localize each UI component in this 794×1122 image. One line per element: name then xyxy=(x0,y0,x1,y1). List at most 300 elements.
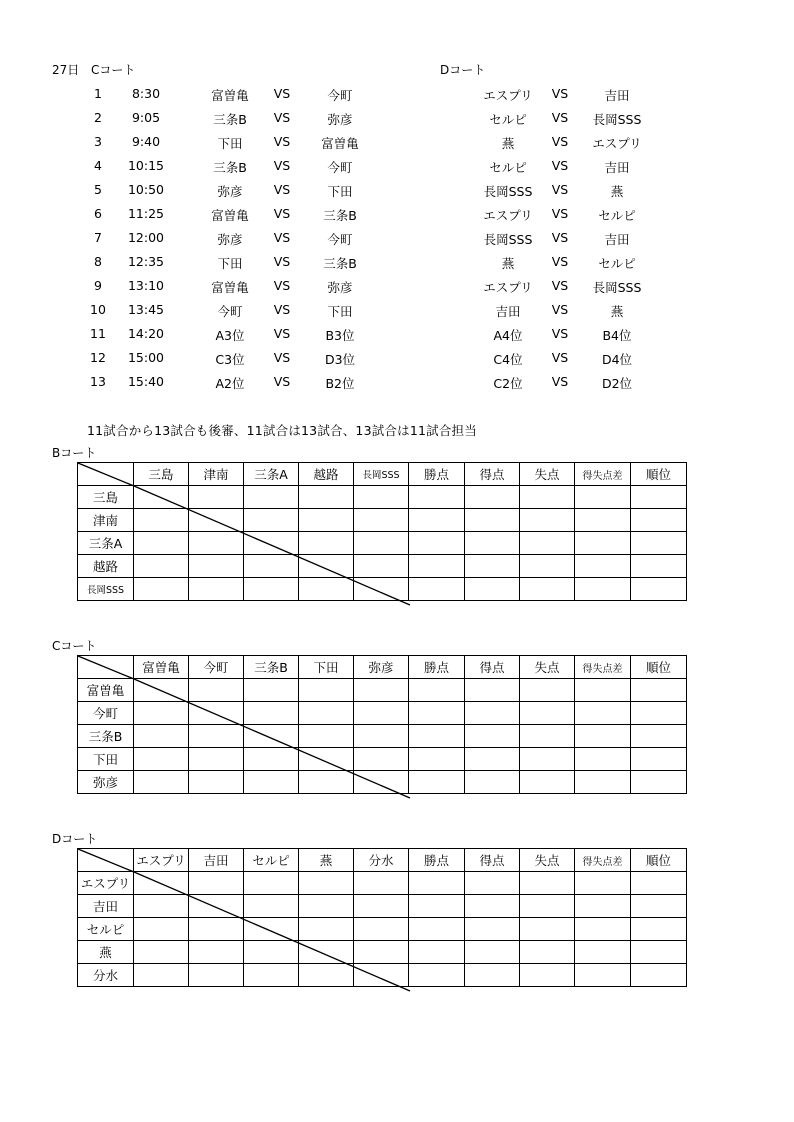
score-cell xyxy=(409,725,465,748)
court-c-away-team: 今町 xyxy=(327,232,353,247)
score-cell xyxy=(520,748,575,771)
score-cell xyxy=(244,532,299,555)
table-row xyxy=(78,895,687,918)
score-cell xyxy=(134,895,189,918)
column-header-team: 津南 xyxy=(189,463,244,486)
score-cell xyxy=(575,679,631,702)
court-c-vs: VS xyxy=(273,86,291,101)
score-cell xyxy=(631,578,687,601)
score-cell xyxy=(631,509,687,532)
column-header-team: 今町 xyxy=(189,656,244,679)
table-row xyxy=(78,872,687,895)
row-header-team: 津南 xyxy=(78,509,134,532)
court-c-home-team: 富曽亀 xyxy=(211,280,249,295)
column-header-team: 越路 xyxy=(299,463,354,486)
score-cell xyxy=(244,895,299,918)
schedule-row xyxy=(0,158,794,182)
court-d-vs: VS xyxy=(551,158,569,173)
table-row xyxy=(78,941,687,964)
court-d-away-team: 吉田 xyxy=(604,232,630,247)
court-d-away-team: エスプリ xyxy=(592,136,642,151)
court-c-away-team: 弥彦 xyxy=(327,280,353,295)
column-header-team: 三島 xyxy=(134,463,189,486)
day-label: 27日 xyxy=(52,63,80,77)
score-cell xyxy=(631,918,687,941)
score-cell xyxy=(465,555,520,578)
row-header-team: 分水 xyxy=(78,964,134,987)
court-c-vs: VS xyxy=(273,110,291,125)
court-d-away-team: D4位 xyxy=(601,352,633,367)
schedule-row xyxy=(0,326,794,350)
score-cell xyxy=(465,702,520,725)
court-c-vs: VS xyxy=(273,326,291,341)
score-cell xyxy=(465,918,520,941)
match-number: 8 xyxy=(94,254,102,269)
score-cell xyxy=(189,532,244,555)
row-header-team: 吉田 xyxy=(78,895,134,918)
score-cell xyxy=(134,964,189,987)
score-cell xyxy=(520,679,575,702)
row-header-team: 三条B xyxy=(78,725,134,748)
court-c-home-team: 下田 xyxy=(217,256,243,271)
match-number: 5 xyxy=(94,182,102,197)
court-c-vs: VS xyxy=(273,158,291,173)
score-cell xyxy=(354,532,409,555)
score-cell xyxy=(134,941,189,964)
score-cell xyxy=(465,578,520,601)
score-cell xyxy=(354,771,409,794)
court-c-vs: VS xyxy=(273,302,291,317)
score-cell xyxy=(189,702,244,725)
score-cell xyxy=(299,941,354,964)
court-c-away-team: 三条B xyxy=(323,208,357,223)
score-cell xyxy=(189,964,244,987)
score-cell xyxy=(465,964,520,987)
match-number: 9 xyxy=(94,278,102,293)
score-cell xyxy=(631,748,687,771)
schedule-row xyxy=(0,278,794,302)
score-cell xyxy=(244,486,299,509)
court-d-home-team: セルピ xyxy=(489,112,527,127)
standings-table xyxy=(77,848,687,987)
score-cell xyxy=(520,918,575,941)
court-c-home-team: 弥彦 xyxy=(217,184,243,199)
match-time: 12:35 xyxy=(127,254,165,269)
court-d-home-team: 燕 xyxy=(501,136,515,151)
match-time: 11:25 xyxy=(127,206,165,221)
table-row xyxy=(78,486,687,509)
score-cell xyxy=(189,555,244,578)
score-cell xyxy=(354,895,409,918)
score-cell xyxy=(134,702,189,725)
standings-table xyxy=(77,462,687,601)
court-d-vs: VS xyxy=(551,326,569,341)
column-header-team: 長岡SSS xyxy=(354,463,409,486)
score-cell xyxy=(244,872,299,895)
score-cell xyxy=(354,509,409,532)
standings-court-label: Cコート xyxy=(52,639,97,653)
row-header-team: 越路 xyxy=(78,555,134,578)
score-cell xyxy=(244,555,299,578)
schedule-row xyxy=(0,110,794,134)
court-d-home-team: C2位 xyxy=(493,376,523,391)
score-cell xyxy=(189,578,244,601)
score-cell xyxy=(465,509,520,532)
score-cell xyxy=(631,964,687,987)
court-d-vs: VS xyxy=(551,350,569,365)
court-c-home-team: 三条B xyxy=(213,112,247,127)
score-cell xyxy=(244,702,299,725)
score-cell xyxy=(575,725,631,748)
court-d-away-team: 吉田 xyxy=(604,88,630,103)
score-cell xyxy=(299,918,354,941)
score-cell xyxy=(520,964,575,987)
court-d-vs: VS xyxy=(551,302,569,317)
score-cell xyxy=(189,509,244,532)
column-header-stat: 順位 xyxy=(631,656,687,679)
score-cell xyxy=(299,555,354,578)
score-cell xyxy=(575,748,631,771)
column-header-stat: 順位 xyxy=(631,463,687,486)
column-header-team: 燕 xyxy=(299,849,354,872)
column-header-stat: 失点 xyxy=(520,463,575,486)
score-cell xyxy=(134,748,189,771)
score-cell xyxy=(520,578,575,601)
score-cell xyxy=(134,918,189,941)
court-d-away-team: 燕 xyxy=(610,184,624,199)
court-d-home-team: C4位 xyxy=(493,352,523,367)
score-cell xyxy=(354,578,409,601)
column-header-team: エスプリ xyxy=(134,849,189,872)
court-c-vs: VS xyxy=(273,278,291,293)
score-cell xyxy=(520,532,575,555)
court-d-away-team: 長岡SSS xyxy=(592,112,642,127)
column-header-team: 三条A xyxy=(244,463,299,486)
match-number: 12 xyxy=(90,350,106,365)
score-cell xyxy=(354,748,409,771)
schedule-row xyxy=(0,134,794,158)
corner-cell xyxy=(78,849,134,872)
match-number: 10 xyxy=(90,302,106,317)
match-time: 15:40 xyxy=(127,374,165,389)
row-header-team: 下田 xyxy=(78,748,134,771)
column-header-stat: 得失点差 xyxy=(575,656,631,679)
match-number: 13 xyxy=(90,374,106,389)
schedule-row xyxy=(0,206,794,230)
court-c-vs: VS xyxy=(273,374,291,389)
score-cell xyxy=(354,702,409,725)
score-cell xyxy=(244,748,299,771)
court-d-vs: VS xyxy=(551,110,569,125)
score-cell xyxy=(465,771,520,794)
score-cell xyxy=(299,702,354,725)
column-header-stat: 得点 xyxy=(465,849,520,872)
score-cell xyxy=(189,872,244,895)
match-time: 13:45 xyxy=(127,302,165,317)
schedule-row xyxy=(0,350,794,374)
score-cell xyxy=(134,771,189,794)
score-cell xyxy=(354,679,409,702)
table-row xyxy=(78,964,687,987)
score-cell xyxy=(299,964,354,987)
court-d-home-team: エスプリ xyxy=(483,88,533,103)
court-c-home-team: 三条B xyxy=(213,160,247,175)
score-cell xyxy=(575,702,631,725)
corner-cell xyxy=(78,463,134,486)
match-number: 3 xyxy=(94,134,102,149)
court-d-away-team: セルピ xyxy=(598,256,636,271)
table-header-row xyxy=(78,849,687,872)
score-cell xyxy=(465,486,520,509)
table-header-row xyxy=(78,656,687,679)
score-cell xyxy=(134,725,189,748)
court-d-vs: VS xyxy=(551,254,569,269)
score-cell xyxy=(631,555,687,578)
referee-note: 11試合から13試合も後審、11試合は13試合、13試合は11試合担当 xyxy=(87,423,477,438)
score-cell xyxy=(244,918,299,941)
match-time: 10:15 xyxy=(127,158,165,173)
score-cell xyxy=(409,941,465,964)
court-d-vs: VS xyxy=(551,134,569,149)
match-number: 2 xyxy=(94,110,102,125)
score-cell xyxy=(244,679,299,702)
score-cell xyxy=(631,532,687,555)
score-cell xyxy=(409,578,465,601)
score-cell xyxy=(134,679,189,702)
column-header-stat: 順位 xyxy=(631,849,687,872)
score-cell xyxy=(465,532,520,555)
score-cell xyxy=(134,532,189,555)
score-cell xyxy=(189,941,244,964)
row-header-team: 三条A xyxy=(78,532,134,555)
score-cell xyxy=(631,771,687,794)
score-cell xyxy=(520,725,575,748)
court-c-home-team: C3位 xyxy=(215,352,245,367)
score-cell xyxy=(189,748,244,771)
table-row xyxy=(78,771,687,794)
score-cell xyxy=(354,872,409,895)
score-cell xyxy=(575,964,631,987)
column-header-team: 下田 xyxy=(299,656,354,679)
score-cell xyxy=(299,509,354,532)
score-cell xyxy=(299,578,354,601)
score-cell xyxy=(575,486,631,509)
score-cell xyxy=(465,895,520,918)
score-cell xyxy=(575,509,631,532)
court-d-home-team: 長岡SSS xyxy=(483,232,533,247)
court-d-home-team: 燕 xyxy=(501,256,515,271)
score-cell xyxy=(409,486,465,509)
match-number: 11 xyxy=(90,326,106,341)
score-cell xyxy=(354,486,409,509)
court-d-vs: VS xyxy=(551,278,569,293)
score-cell xyxy=(631,872,687,895)
score-cell xyxy=(354,725,409,748)
court-d-away-team: セルピ xyxy=(598,208,636,223)
court-c-away-team: 今町 xyxy=(327,88,353,103)
table-header-row xyxy=(78,463,687,486)
score-cell xyxy=(575,771,631,794)
column-header-stat: 勝点 xyxy=(409,849,465,872)
corner-cell xyxy=(78,656,134,679)
score-cell xyxy=(465,679,520,702)
column-header-team: 弥彦 xyxy=(354,656,409,679)
match-time: 10:50 xyxy=(127,182,165,197)
match-time: 13:10 xyxy=(127,278,165,293)
court-d-away-team: 長岡SSS xyxy=(592,280,642,295)
court-d-away-team: B4位 xyxy=(602,328,632,343)
court-c-vs: VS xyxy=(273,182,291,197)
court-d-vs: VS xyxy=(551,374,569,389)
score-cell xyxy=(409,532,465,555)
score-cell xyxy=(134,872,189,895)
score-cell xyxy=(244,964,299,987)
row-header-team: 弥彦 xyxy=(78,771,134,794)
score-cell xyxy=(244,578,299,601)
court-d-away-team: 吉田 xyxy=(604,160,630,175)
row-header-team: 富曽亀 xyxy=(78,679,134,702)
score-cell xyxy=(409,918,465,941)
score-cell xyxy=(244,509,299,532)
court-c-vs: VS xyxy=(273,206,291,221)
court-c-home-team: A2位 xyxy=(215,376,245,391)
score-cell xyxy=(299,725,354,748)
match-time: 9:40 xyxy=(131,134,161,149)
court-d-vs: VS xyxy=(551,86,569,101)
score-cell xyxy=(409,771,465,794)
court-c-away-team: 富曽亀 xyxy=(321,136,359,151)
score-cell xyxy=(575,872,631,895)
court-c-away-team: B2位 xyxy=(325,376,355,391)
court-d-vs: VS xyxy=(551,230,569,245)
score-cell xyxy=(631,679,687,702)
score-cell xyxy=(189,725,244,748)
score-cell xyxy=(631,702,687,725)
court-c-title: Cコート xyxy=(91,63,136,77)
row-header-team: 長岡SSS xyxy=(78,578,134,601)
score-cell xyxy=(409,702,465,725)
score-cell xyxy=(520,702,575,725)
score-cell xyxy=(409,872,465,895)
column-header-stat: 得点 xyxy=(465,656,520,679)
column-header-stat: 得失点差 xyxy=(575,463,631,486)
score-cell xyxy=(631,941,687,964)
court-c-vs: VS xyxy=(273,230,291,245)
score-cell xyxy=(465,941,520,964)
score-cell xyxy=(465,872,520,895)
court-c-home-team: 下田 xyxy=(217,136,243,151)
court-c-away-team: 下田 xyxy=(327,184,353,199)
court-d-home-team: セルピ xyxy=(489,160,527,175)
score-cell xyxy=(575,532,631,555)
schedule-row xyxy=(0,230,794,254)
score-cell xyxy=(244,941,299,964)
score-cell xyxy=(520,555,575,578)
score-cell xyxy=(299,872,354,895)
match-time: 15:00 xyxy=(127,350,165,365)
court-d-away-team: D2位 xyxy=(601,376,633,391)
score-cell xyxy=(134,486,189,509)
score-cell xyxy=(299,486,354,509)
score-cell xyxy=(520,486,575,509)
score-cell xyxy=(409,895,465,918)
table-row xyxy=(78,918,687,941)
score-cell xyxy=(134,555,189,578)
column-header-team: セルピ xyxy=(244,849,299,872)
score-cell xyxy=(244,771,299,794)
court-c-away-team: 今町 xyxy=(327,160,353,175)
court-d-away-team: 燕 xyxy=(610,304,624,319)
score-cell xyxy=(299,532,354,555)
score-cell xyxy=(631,895,687,918)
score-cell xyxy=(520,872,575,895)
score-cell xyxy=(189,771,244,794)
column-header-stat: 得点 xyxy=(465,463,520,486)
court-c-home-team: 今町 xyxy=(217,304,243,319)
standings-court-label: Bコート xyxy=(52,446,97,460)
score-cell xyxy=(299,771,354,794)
column-header-stat: 勝点 xyxy=(409,656,465,679)
score-cell xyxy=(189,918,244,941)
score-cell xyxy=(134,578,189,601)
score-cell xyxy=(575,918,631,941)
score-cell xyxy=(354,918,409,941)
row-header-team: セルピ xyxy=(78,918,134,941)
score-cell xyxy=(409,555,465,578)
match-number: 1 xyxy=(94,86,102,101)
match-time: 12:00 xyxy=(127,230,165,245)
match-number: 7 xyxy=(94,230,102,245)
column-header-team: 吉田 xyxy=(189,849,244,872)
row-header-team: エスプリ xyxy=(78,872,134,895)
court-c-vs: VS xyxy=(273,254,291,269)
court-c-away-team: 三条B xyxy=(323,256,357,271)
row-header-team: 三島 xyxy=(78,486,134,509)
court-d-vs: VS xyxy=(551,206,569,221)
table-row xyxy=(78,509,687,532)
court-d-home-team: エスプリ xyxy=(483,280,533,295)
court-c-home-team: 富曽亀 xyxy=(211,208,249,223)
column-header-stat: 得失点差 xyxy=(575,849,631,872)
score-cell xyxy=(465,725,520,748)
score-cell xyxy=(354,964,409,987)
column-header-team: 三条B xyxy=(244,656,299,679)
court-c-away-team: D3位 xyxy=(324,352,356,367)
score-cell xyxy=(299,748,354,771)
schedule-row xyxy=(0,254,794,278)
score-cell xyxy=(520,895,575,918)
court-c-home-team: 弥彦 xyxy=(217,232,243,247)
court-c-away-team: 下田 xyxy=(327,304,353,319)
score-cell xyxy=(409,748,465,771)
table-row xyxy=(78,679,687,702)
score-cell xyxy=(520,941,575,964)
column-header-stat: 失点 xyxy=(520,656,575,679)
score-cell xyxy=(575,578,631,601)
schedule-row xyxy=(0,86,794,110)
score-cell xyxy=(189,486,244,509)
score-cell xyxy=(631,486,687,509)
court-d-vs: VS xyxy=(551,182,569,197)
row-header-team: 今町 xyxy=(78,702,134,725)
table-row xyxy=(78,702,687,725)
score-cell xyxy=(465,748,520,771)
schedule-row xyxy=(0,182,794,206)
score-cell xyxy=(244,725,299,748)
table-row xyxy=(78,725,687,748)
court-c-home-team: 富曽亀 xyxy=(211,88,249,103)
score-cell xyxy=(575,895,631,918)
